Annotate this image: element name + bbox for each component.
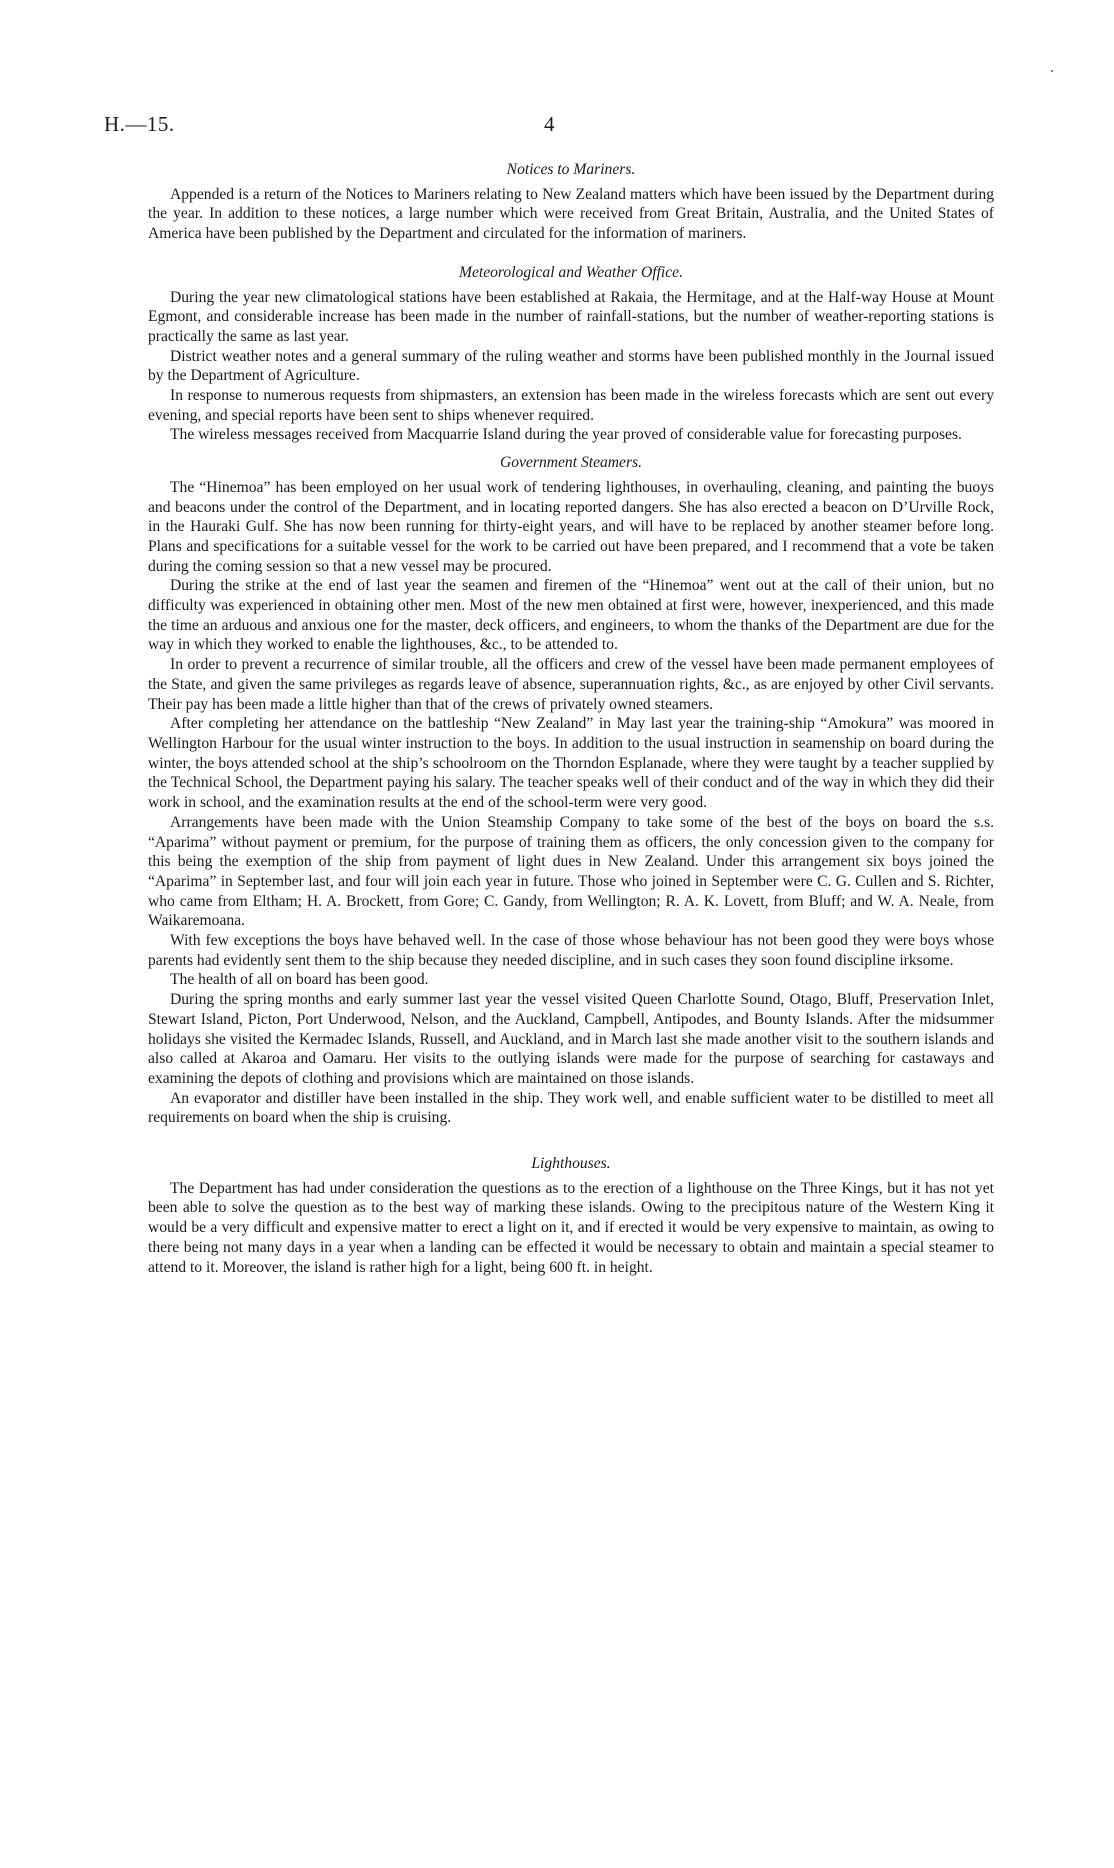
report-reference: H.—15.: [104, 112, 175, 136]
paragraph: The health of all on board has been good.: [170, 971, 429, 989]
paragraph: After completing her attendance on the battleship “New Zealand” in May last year the training-ship “Amokura” was moored in Wellington Harbour for the usual winter instruction to the boys. In addition to the usual instruction in seamenship on board during the winter, the boys attended school at the ship’s schoolroom on the Thorndon Esplanade, where they were taught by a teacher supplied by the Technical School, the Department paying his salary. The teacher speaks well of their conduct and of the way in which they did their work in school, and the examination results at the end of the school-term were very good.: [148, 715, 994, 812]
page-body: [148, 160, 994, 1296]
paragraph: An evaporator and distiller have been installed in the ship. They work well, and enable sufficient water to be distilled to meet all requirements on board when the ship is cruising.: [148, 1089, 994, 1127]
section-title: Lighthouses.: [531, 1155, 611, 1173]
section-government-steamers: [148, 453, 994, 1128]
section-title: Notices to Mariners.: [506, 161, 636, 178]
paragraph: During the year new climatological stations have been established at Rakaia, the Hermitage, and at the Half-way House at Mount Egmont, and considerable increase has been made in the number of rainfall-stations, but the number of weather-reporting stations is practically the same as last year.: [148, 288, 994, 345]
section-title: Government Steamers.: [499, 454, 643, 472]
paragraph: District weather notes and a general summary of the ruling weather and storms have been published monthly in the Journal issued by the Department of Agriculture.: [148, 347, 994, 385]
scan-speck: [1051, 70, 1053, 72]
section-meteorological-office: [148, 263, 994, 445]
paragraph: In response to numerous requests from shipmasters, an extension has been made in the wireless forecasts which are sent out every evening, and special reports have been sent to ships whenever required.: [148, 387, 994, 424]
paragraph: The wireless messages received from Macquarrie Island during the year proved of considerable value for forecasting purposes.: [170, 426, 962, 444]
paragraph: Arrangements have been made with the Union Steamship Company to take some of the best of the boys on board the s.s. “Aparima” without payment or premium, for the purpose of training them as officers, the only concession given to the company for this being the exemption of the ship from payment of light dues in New Zealand. Under this arrangement six boys joined the “Aparima” in September last, and four will join each year in future. Those who joined in September were C. G. Cullen and S. Richter, who came from Eltham; H. A. Brockett, from Gore; C. Gandy, from Wellington; R. A. K. Lovett, from Bluff; and W. A. Neale, from Waikaremoana.: [148, 813, 994, 930]
section-title: Meteorological and Weather Office.: [458, 263, 684, 281]
page-header: [0, 112, 1114, 142]
page-number: 4: [544, 112, 555, 136]
paragraph: Appended is a return of the Notices to Mariners relating to New Zealand matters which have been issued by the Department during the year. In addition to these notices, a large number which were received from Great Britain, Australia, and the United States of America have been published by the Department and circulated for the information of mariners.: [148, 185, 994, 243]
paragraph: With few exceptions the boys have behaved well. In the case of those whose behaviour has not been good they were boys whose parents had evidently sent them to the ship because they needed discipline, and in such cases they soon found discipline irksome.: [148, 932, 994, 969]
paragraph: The “Hinemoa” has been employed on her usual work of tendering lighthouses, in overhauling, cleaning, and painting the buoys and beacons under the control of the Department, and in locating reported dangers. She has also erected a beacon on D’Urville Rock, in the Hauraki Gulf. She has now been running for thirty-eight years, and will have to be replaced by another steamer before long. Plans and specifications for a suitable vessel for the work to be carried out have been prepared, and I recommend that a vote be taken during the coming session so that a new vessel may be procured.: [148, 478, 994, 575]
section-lighthouses: [148, 1154, 994, 1277]
paragraph: In order to prevent a recurrence of similar trouble, all the officers and crew of the vessel have been made permanent employees of the State, and given the same privileges as regards leave of absence, superannuation rights, &c., as are enjoyed by other Civil servants. Their pay has been made a little higher than that of the crews of privately owned steamers.: [148, 656, 994, 713]
paragraph: During the strike at the end of last year the seamen and firemen of the “Hinemoa” went out at the call of their union, but no difficulty was experienced in obtaining other men. Most of the new men obtained at first were, however, inexperienced, and this made the time an arduous and anxious one for the master, deck officers, and engineers, to whom the thanks of the Department are due for the way in which they worked to enable the lighthouses, &c., to be attended to.: [148, 577, 994, 654]
section-notices-to-mariners: [148, 160, 994, 244]
paragraph: The Department has had under consideration the questions as to the erection of a lighthouse on the Three Kings, but it has not yet been able to solve the question as to the best way of marking these islands. Owing to the precipitous nature of the Western King it would be a very difficult and expensive matter to erect a light on it, and if erected it would be very expensive to maintain, as owing to there being not many days in a year when a landing can be effected it would be necessary to obtain and maintain a special steamer to attend to it. Moreover, the island is rather high for a light, being 600 ft. in height.: [148, 1179, 994, 1276]
paragraph: During the spring months and early summer last year the vessel visited Queen Charlotte Sound, Otago, Bluff, Preservation Inlet, Stewart Island, Picton, Port Underwood, Nelson, and the Auckland, Campbell, Antipodes, and Bounty Islands. After the midsummer holidays she visited the Kermadec Islands, Russell, and Auckland, and in March last she made another visit to the southern islands and also called at Akaroa and Oamaru. Her visits to the outlying islands were made for the purpose of searching for castaways and examining the depots of clothing and provisions which are maintained on those islands.: [148, 991, 994, 1087]
